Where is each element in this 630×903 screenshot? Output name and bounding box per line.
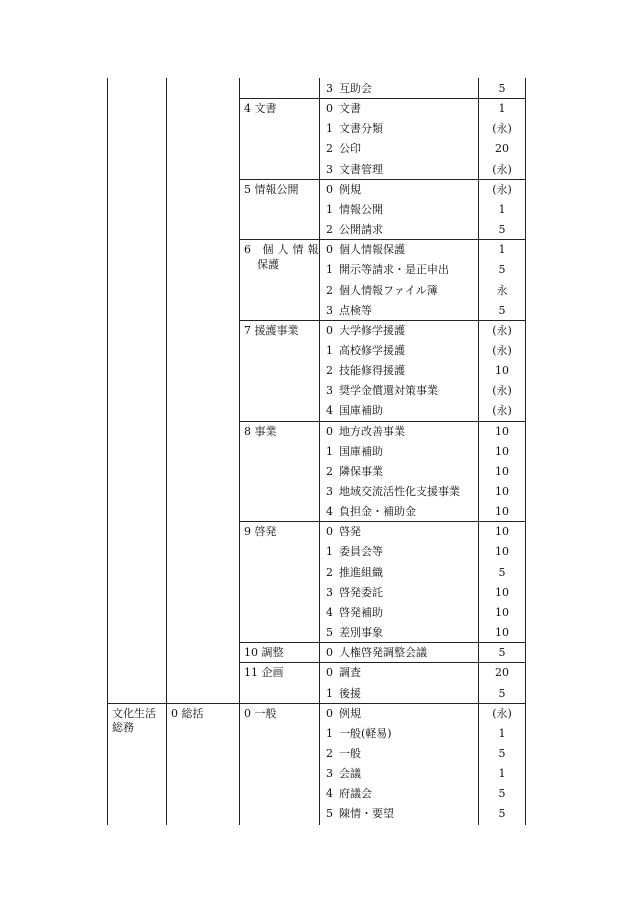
item-name: 啓発委託 — [339, 585, 383, 599]
item-number: 4 — [326, 505, 333, 519]
retention-period: (永) — [492, 404, 512, 418]
item-name: 情報公開 — [339, 202, 383, 216]
item-number: 2 — [326, 565, 333, 579]
item-number: 1 — [326, 122, 333, 136]
item-number: 1 — [326, 202, 333, 216]
retention-period: 10 — [495, 605, 509, 619]
item-name: 奨学金償還対策事業 — [339, 384, 438, 398]
small-category: 4 文書 — [244, 102, 277, 116]
retention-period: (永) — [492, 323, 512, 337]
retention-period: 10 — [495, 505, 509, 519]
small-category: 8 事業 — [244, 424, 277, 438]
item-number: 4 — [326, 787, 333, 801]
column-divider — [239, 78, 240, 825]
item-number: 3 — [326, 82, 333, 95]
item-number: 0 — [326, 424, 333, 438]
retention-period: 5 — [498, 807, 506, 821]
item-number: 1 — [326, 686, 333, 700]
retention-period: 1 — [498, 102, 506, 116]
retention-period: 1 — [498, 202, 506, 216]
item-number: 2 — [326, 283, 333, 297]
retention-period: 5 — [498, 565, 506, 579]
small-category: 10 調整 — [244, 646, 284, 660]
item-name: 点検等 — [339, 303, 372, 317]
item-name: 個人情報ファイル簿 — [339, 283, 438, 297]
item-number: 3 — [326, 384, 333, 398]
group-rule — [239, 662, 525, 663]
item-number: 0 — [326, 102, 333, 116]
small-category: 6 個人情報 — [244, 243, 323, 257]
retention-period: (永) — [492, 384, 512, 398]
column-divider — [319, 78, 320, 825]
item-name: 地域交流活性化支援事業 — [339, 485, 460, 498]
item-number: 0 — [326, 323, 333, 337]
item-name: 隣保事業 — [339, 464, 383, 478]
retention-period: (永) — [492, 122, 512, 136]
item-number: 1 — [326, 545, 333, 559]
item-name: 推進組織 — [339, 565, 383, 579]
large-category: 文化生活 — [112, 706, 156, 720]
small-category: 5 情報公開 — [244, 182, 299, 196]
retention-period: 1 — [498, 726, 506, 740]
item-number: 4 — [326, 605, 333, 619]
large-category: 総務 — [112, 720, 134, 734]
retention-period: 10 — [495, 525, 509, 539]
retention-period: 永 — [496, 283, 508, 297]
item-number: 3 — [326, 485, 333, 498]
item-name: 調査 — [339, 666, 361, 680]
retention-period: 1 — [498, 767, 506, 781]
item-name: 大学修学援護 — [339, 323, 405, 337]
retention-period: 5 — [498, 303, 506, 317]
retention-period: (永) — [492, 343, 512, 357]
retention-period: 5 — [498, 646, 506, 660]
retention-period: 10 — [495, 585, 509, 599]
group-rule — [239, 239, 525, 240]
small-category: 保護 — [257, 258, 279, 272]
item-number: 2 — [326, 364, 333, 378]
column-divider — [525, 78, 526, 825]
retention-period: (永) — [492, 182, 512, 196]
item-number: 2 — [326, 223, 333, 237]
small-category: 7 援護事業 — [244, 323, 299, 337]
group-rule — [239, 179, 525, 180]
small-category: 9 啓発 — [244, 525, 277, 539]
item-name: 啓発補助 — [339, 605, 383, 619]
group-rule — [239, 642, 525, 643]
retention-period: 20 — [495, 666, 509, 680]
retention-period: (永) — [492, 706, 512, 720]
section-rule — [107, 703, 525, 704]
item-number: 2 — [326, 746, 333, 760]
retention-period: 10 — [495, 626, 509, 640]
retention-period: 10 — [495, 424, 509, 438]
item-number: 2 — [326, 142, 333, 156]
column-divider — [166, 78, 167, 825]
item-name: 陳情・要望 — [339, 807, 394, 821]
item-name: 公印 — [339, 142, 361, 156]
retention-period: 5 — [498, 263, 506, 277]
retention-period: 5 — [498, 223, 506, 237]
item-name: 会議 — [339, 767, 361, 781]
medium-category: 0 総括 — [171, 706, 204, 720]
retention-period: 10 — [495, 364, 509, 378]
retention-period: 5 — [498, 746, 506, 760]
item-name: 委員会等 — [339, 545, 383, 559]
retention-period: 5 — [498, 82, 506, 95]
item-number: 0 — [326, 646, 333, 660]
item-name: 技能修得援護 — [339, 364, 405, 378]
item-number: 3 — [326, 303, 333, 317]
item-number: 0 — [326, 182, 333, 196]
item-name: 公開請求 — [339, 223, 383, 237]
item-name: 府議会 — [339, 787, 372, 801]
retention-period: 10 — [495, 444, 509, 458]
group-rule — [239, 98, 525, 99]
item-number: 3 — [326, 767, 333, 781]
item-name: 例規 — [339, 706, 361, 720]
item-number: 5 — [326, 626, 333, 640]
item-name: 開示等請求・是正申出 — [339, 263, 449, 277]
column-divider — [478, 78, 479, 825]
item-name: 国庫補助 — [339, 404, 383, 418]
item-name: 後援 — [339, 686, 361, 700]
item-number: 2 — [326, 464, 333, 478]
retention-period: 20 — [495, 142, 509, 156]
column-divider — [107, 78, 108, 825]
item-number: 1 — [326, 343, 333, 357]
group-rule — [239, 521, 525, 522]
item-number: 3 — [326, 162, 333, 176]
item-name: 文書管理 — [339, 162, 383, 176]
item-number: 1 — [326, 263, 333, 277]
item-name: 高校修学援護 — [339, 343, 405, 357]
item-number: 0 — [326, 243, 333, 257]
group-rule — [239, 421, 525, 422]
item-name: 個人情報保護 — [339, 243, 405, 257]
item-name: 一般 — [339, 746, 361, 760]
retention-period: 10 — [495, 545, 509, 559]
item-name: 一般(軽易) — [339, 726, 392, 740]
retention-period: 10 — [495, 485, 509, 498]
item-number: 3 — [326, 585, 333, 599]
item-name: 差別事象 — [339, 626, 383, 640]
item-number: 1 — [326, 726, 333, 740]
item-number: 0 — [326, 666, 333, 680]
small-category: 0 一般 — [244, 706, 277, 720]
item-number: 1 — [326, 444, 333, 458]
item-number: 4 — [326, 404, 333, 418]
group-rule — [239, 320, 525, 321]
retention-period: 5 — [498, 787, 506, 801]
item-name: 例規 — [339, 182, 361, 196]
retention-period: 1 — [498, 243, 506, 257]
item-name: 互助会 — [339, 82, 372, 95]
item-number: 5 — [326, 807, 333, 821]
small-category: 11 企画 — [244, 666, 284, 680]
item-number: 0 — [326, 525, 333, 539]
item-name: 国庫補助 — [339, 444, 383, 458]
retention-period: (永) — [492, 162, 512, 176]
item-name: 人権啓発調整会議 — [339, 646, 427, 660]
item-name: 負担金・補助金 — [339, 505, 416, 519]
retention-period: 10 — [495, 464, 509, 478]
item-name: 文書分類 — [339, 122, 383, 136]
item-name: 地方改善事業 — [339, 424, 405, 438]
item-name: 啓発 — [339, 525, 361, 539]
retention-period: 5 — [498, 686, 506, 700]
item-name: 文書 — [339, 102, 361, 116]
item-number: 0 — [326, 706, 333, 720]
